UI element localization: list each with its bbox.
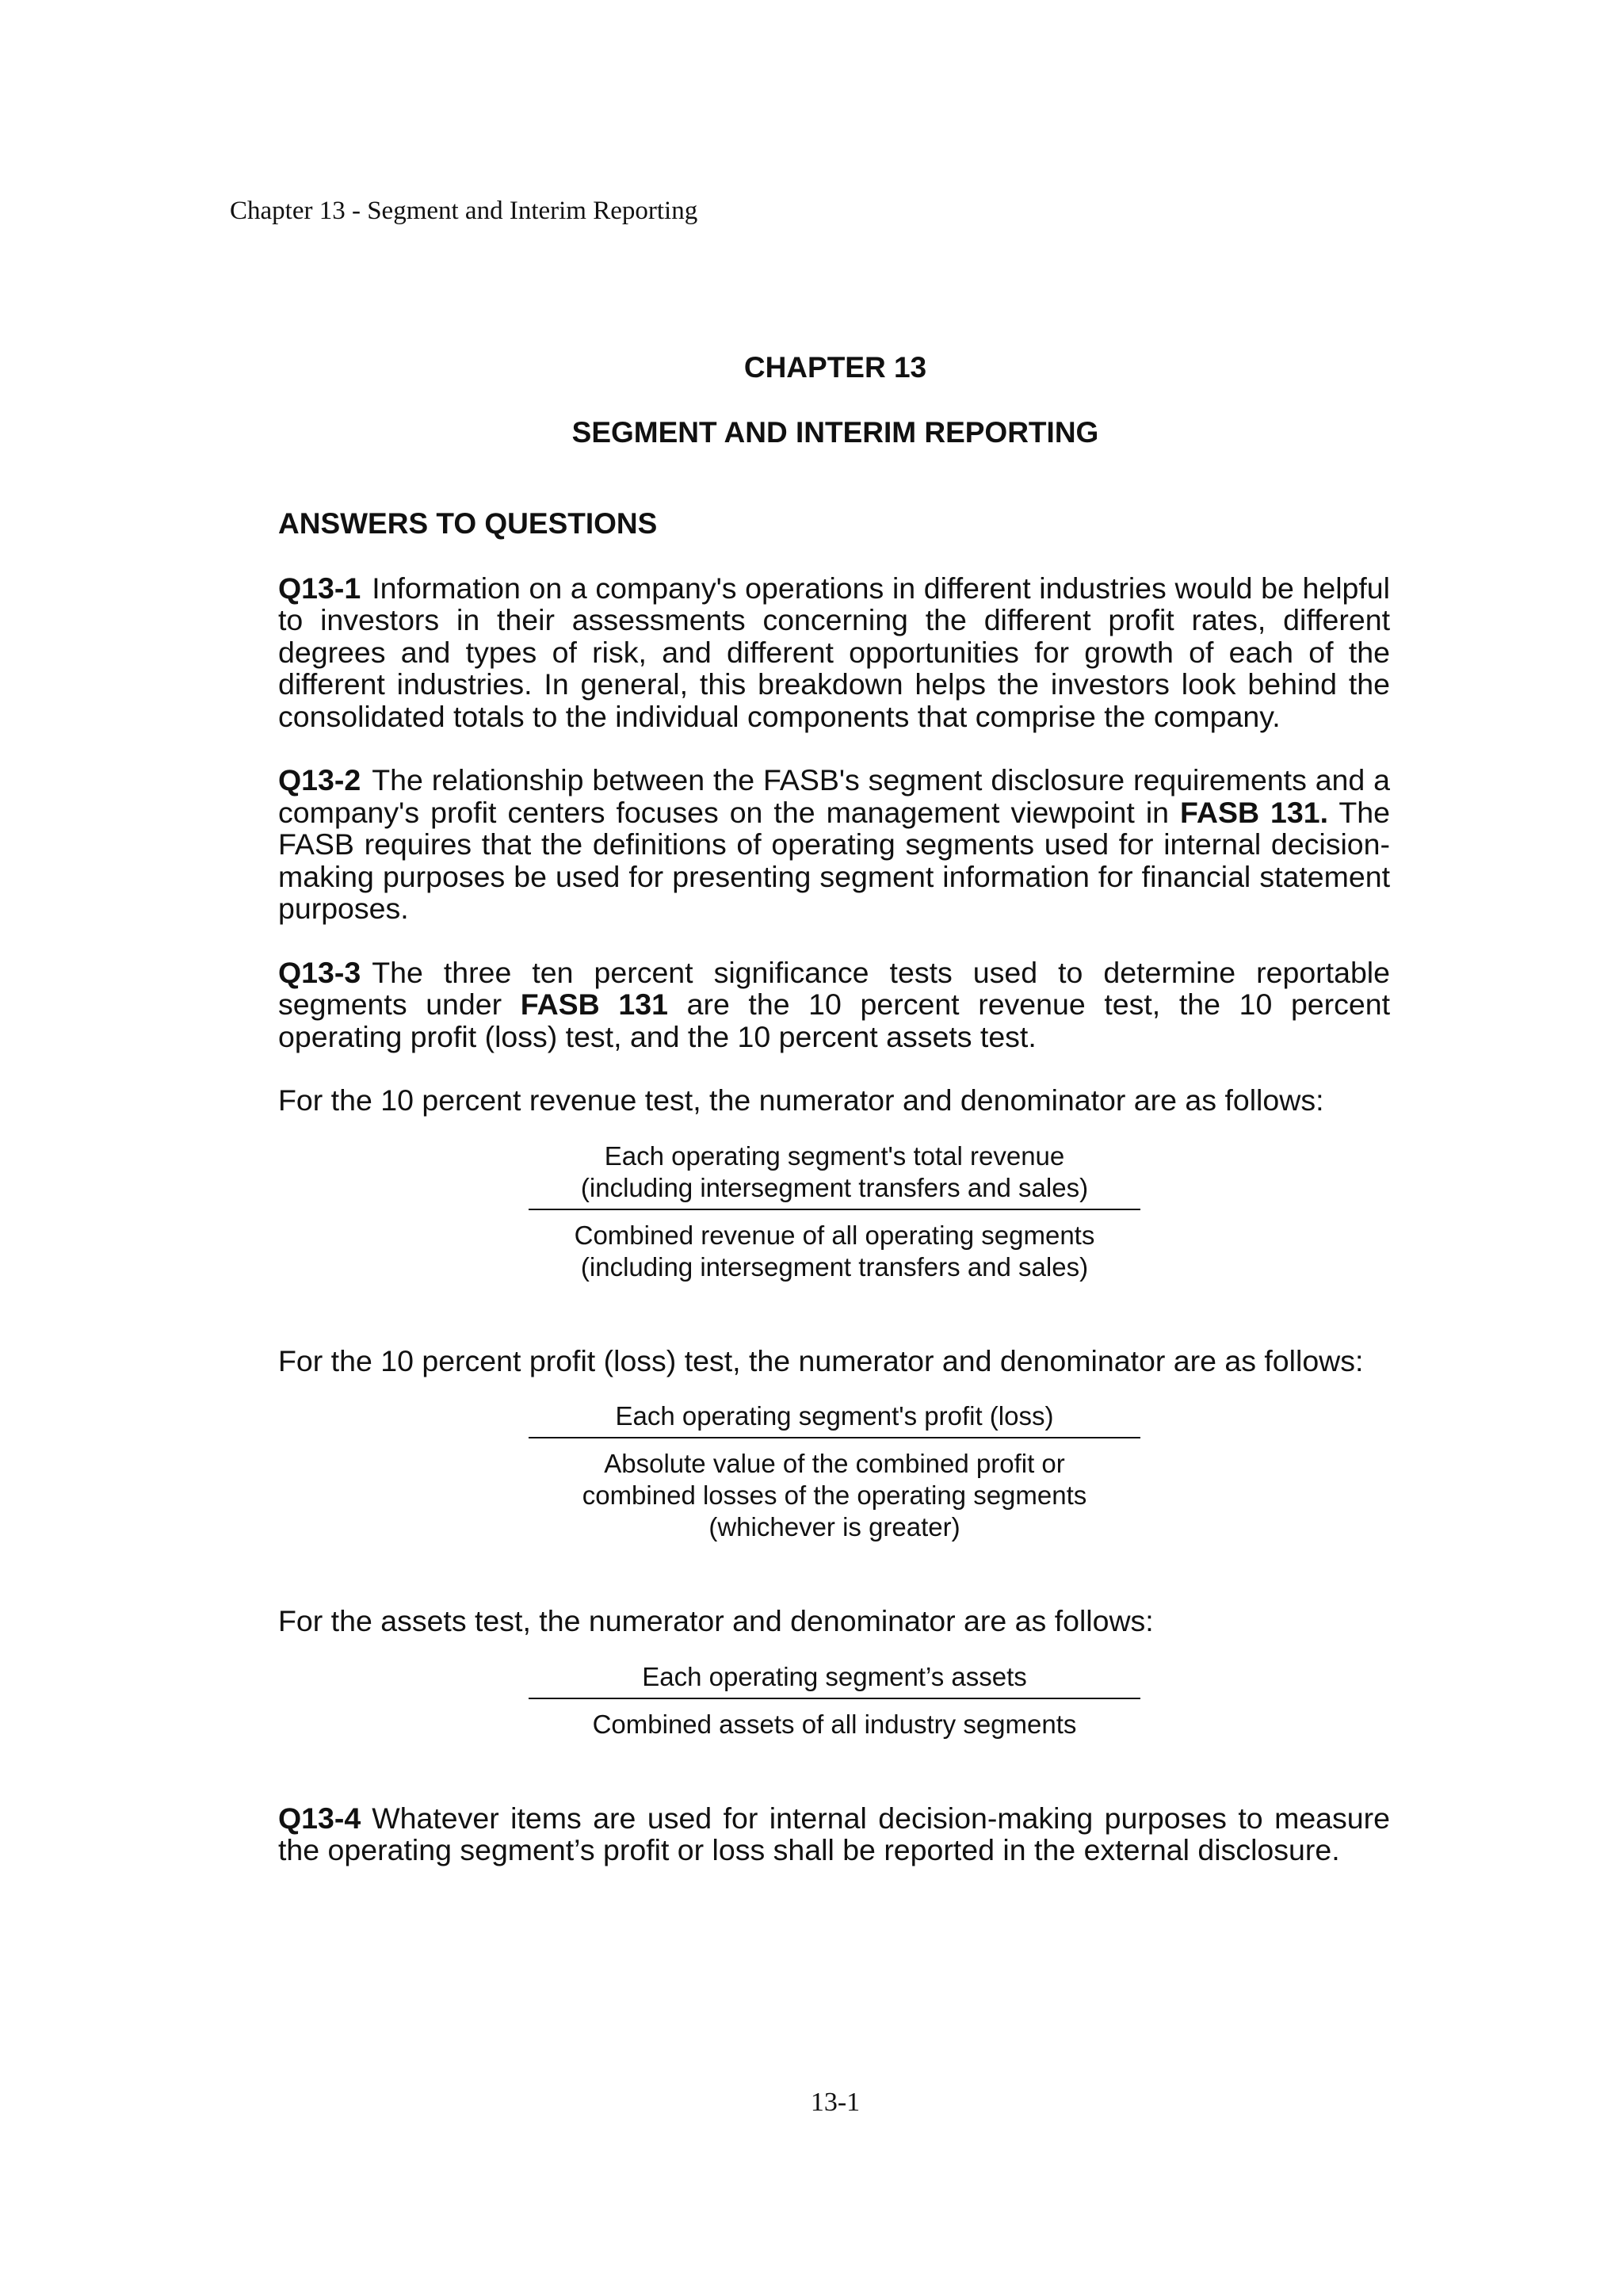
question-label: Q13-1	[278, 571, 361, 605]
fraction-denominator	[529, 1210, 1140, 1283]
page-number: 13-1	[810, 2088, 861, 2117]
fraction-line: combined losses of the operating segments	[582, 1480, 1087, 1510]
fraction-line: Each operating segment's profit (loss)	[615, 1401, 1054, 1431]
section-heading: ANSWERS TO QUESTIONS	[278, 507, 658, 540]
answers-section	[278, 508, 1390, 1898]
revenue-test-intro: For the 10 percent revenue test, the numerator and denominator are as follows:	[278, 1083, 1324, 1117]
answer-q13-4	[278, 1802, 1390, 1866]
fraction-line: Absolute value of the combined profit or	[604, 1449, 1065, 1478]
standard-reference: FASB 131	[520, 988, 668, 1021]
answer-text: are the 10 percent revenue test, the 10 percent operating profit (loss) test, and the 10 percent assets test.	[278, 988, 1391, 1053]
question-label: Q13-2	[278, 763, 361, 797]
fraction-denominator	[529, 1438, 1140, 1543]
fraction-line: Combined revenue of all operating segments	[574, 1220, 1095, 1250]
assets-test-intro: For the assets test, the numerator and denominator are as follows:	[278, 1604, 1154, 1637]
chapter-title: SEGMENT AND INTERIM REPORTING	[571, 416, 1099, 449]
answer-text: The FASB requires that the definitions of operating segments used for internal decision-making purposes be used for presenting segment information for financial statement purposes.	[278, 795, 1391, 925]
answer-text: The relationship between the FASB's segment disclosure requirements and a company's profit centers focuses on the management viewpoint in	[278, 763, 1390, 829]
standard-reference: FASB 131.	[1180, 795, 1329, 829]
answer-q13-2	[278, 764, 1390, 925]
fraction-numerator	[529, 1140, 1140, 1209]
answer-q13-1	[278, 572, 1390, 733]
fraction-line: Each operating segment’s assets	[642, 1661, 1027, 1691]
answer-text: The three ten percent significance tests used to determine reportable segments under	[278, 955, 1390, 1021]
profit-test-intro: For the 10 percent profit (loss) test, the numerator and denominator are as follows:	[278, 1343, 1364, 1377]
fraction-line: Each operating segment's total revenue	[604, 1140, 1065, 1171]
answer-text: Whatever items are used for internal decision-making purposes to measure the operating segment’s profit or loss shall be reported in the external disclosure.	[278, 1801, 1390, 1866]
fraction-line: (whichever is greater)	[708, 1512, 960, 1541]
question-label: Q13-4	[278, 1801, 361, 1835]
running-header: Chapter 13 - Segment and Interim Reporting	[230, 197, 698, 225]
answer-q13-3	[278, 957, 1390, 1053]
question-label: Q13-3	[278, 955, 361, 989]
fraction-line: (including intersegment transfers and sales)	[580, 1251, 1089, 1282]
revenue-test-fraction	[529, 1140, 1140, 1283]
answer-text: Information on a company's operations in different industries would be helpful to investors in their assessments concerning the different profit rates, different degrees and types of risk, and different opportunities for growth of each of the different industries. In general, this breakdown helps the investors look behind the consolidated totals to the individual components that comprise the company.	[278, 571, 1390, 733]
fraction-numerator	[529, 1661, 1140, 1698]
fraction-numerator	[529, 1400, 1140, 1437]
fraction-line: (including intersegment transfers and sales)	[580, 1172, 1089, 1202]
fraction-line: Combined assets of all industry segments	[592, 1709, 1077, 1739]
chapter-number: CHAPTER 13	[743, 351, 927, 384]
assets-test-fraction	[529, 1661, 1140, 1740]
profit-test-fraction	[529, 1400, 1140, 1543]
fraction-denominator	[529, 1699, 1140, 1740]
